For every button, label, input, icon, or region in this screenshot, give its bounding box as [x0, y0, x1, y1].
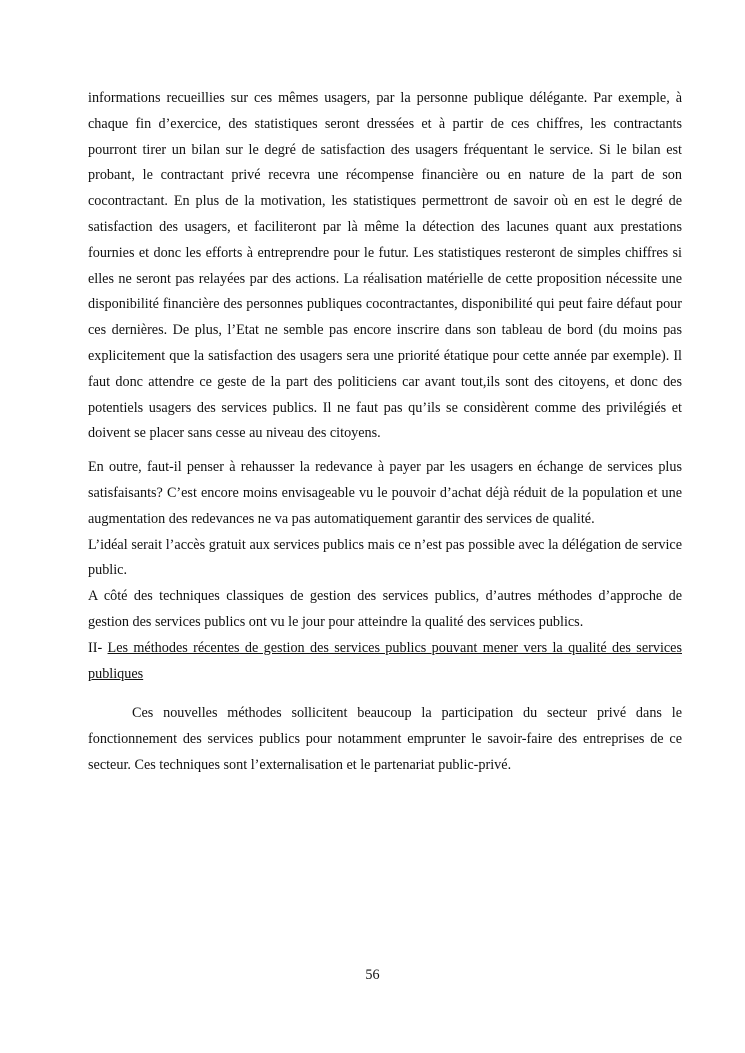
- document-page: [88, 86, 682, 779]
- section-heading-title: Les méthodes récentes de gestion des services publics pouvant mener vers la qualité des services publiques: [88, 639, 682, 682]
- section-heading: [88, 636, 682, 688]
- paragraph-free-access: L’idéal serait l’accès gratuit aux services publics mais ce n’est pas possible avec la délégation de service public.: [88, 536, 682, 579]
- paragraph-satisfaction-statistics: informations recueillies sur ces mêmes usagers, par la personne publique délégante. Par exemple, à chaque fin d’exercice, des statistiques seront dressées et à partir de ces chiffres, les contractants pourront tirer un bilan sur le degré de satisfaction des usagers fréquentant le service. Si le bilan est probant, le contractant privé recevra une récompense financière ou en nature de la part de son cocontractant. En plus de la motivation, les statistiques permettront de savoir où en est le degré de satisfaction des usagers, et faciliteront par là même la détection des lacunes quant aux prestations fournies et donc les efforts à entreprendre pour le futur. Les statistiques resteront de simples chiffres si elles ne seront pas relayées par des actions. La réalisation matérielle de cette proposition nécessite une disponibilité financière des personnes publiques cocontractantes, disponibilité qui peut faire défaut pour ces dernières. De plus, l’Etat ne semble pas encore inscrire dans son tableau de bord (du moins pas explicitement que la satisfaction des usagers sera une priorité étatique pour cette année par exemple). Il faut donc attendre ce geste de la part des politiciens car avant tout,ils sont des citoyens, et donc des potentiels usagers des services publics. Il ne faut pas qu’ils se considèrent comme des privilégiés et doivent se placer sans cesse au niveau des citoyens.: [88, 90, 682, 442]
- page-number: 56: [365, 967, 380, 983]
- paragraph-fee-increase: En outre, faut-il penser à rehausser la redevance à payer par les usagers en échange de services plus satisfaisants? C’est encore moins envisageable vu le pouvoir d’achat déjà réduit de la population et une augmentation des redevances ne va pas automatiquement garantir des services de qualité.: [88, 459, 682, 527]
- section-heading-number: II-: [88, 639, 103, 656]
- paragraph-new-methods: Ces nouvelles méthodes sollicitent beaucoup la participation du secteur privé dans le fonctionnement des services publics pour notamment emprunter le savoir-faire des entreprises de ce secteur. Ces techniques sont l’externalisation et le partenariat public-privé.: [88, 705, 682, 773]
- paragraph-transition: A côté des techniques classiques de gestion des services publics, d’autres méthodes d’approche de gestion des services publics ont vu le jour pour atteindre la qualité des services publics.: [88, 588, 682, 630]
